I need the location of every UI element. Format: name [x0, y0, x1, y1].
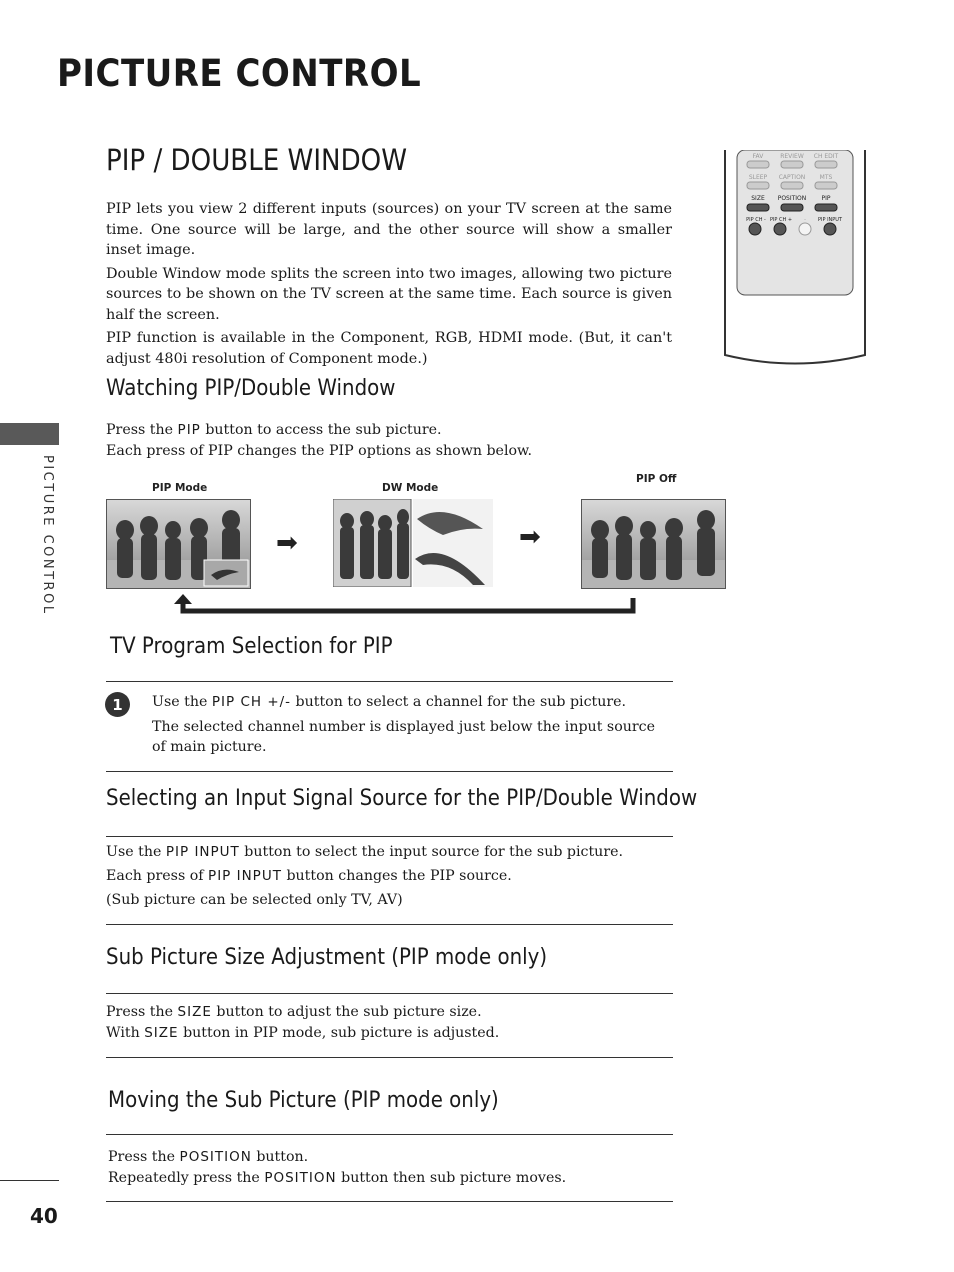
pip-ch-key-name: PIP CH +/-	[211, 694, 292, 710]
intro-paragraph-2: Double Window mode splits the screen into two images, allowing two picture sources to be shown on the TV screen at the same time. Each source is given half the screen.	[106, 265, 672, 323]
return-loop-arrow-icon	[172, 592, 640, 618]
remote-label-sleep: SLEEP	[748, 174, 768, 181]
remote-mts-button[interactable]	[815, 182, 837, 189]
remote-pip-input-button[interactable]	[824, 223, 836, 235]
remote-label-dash: -	[804, 217, 806, 223]
remote-label-ch-edit: CH EDIT	[813, 153, 839, 160]
heading-moving-sub-picture: Moving the Sub Picture (PIP mode only)	[108, 1088, 499, 1113]
intro-paragraph-3: PIP function is available in the Component, RGB, HDMI mode. (But, it can't adjust 480i resolution of Component mode.)	[106, 330, 672, 367]
remote-pip-button[interactable]	[815, 204, 837, 211]
heading-tv-program-selection: TV Program Selection for PIP	[110, 634, 393, 659]
remote-label-size: SIZE	[751, 195, 765, 202]
size-adjust-line-2-text: With	[106, 1024, 145, 1041]
tv-program-line-1-text-end: button to select a channel for the sub picture.	[291, 694, 627, 710]
pip-input-key-name: PIP INPUT	[165, 844, 240, 860]
divider	[106, 1201, 673, 1202]
tv-program-instructions	[152, 692, 667, 758]
pip-key-name: PIP	[177, 422, 201, 438]
section-title: PIP / DOUBLE WINDOW	[106, 143, 408, 177]
divider	[106, 681, 673, 682]
remote-blank-button[interactable]	[799, 223, 811, 235]
remote-label-fav: FAV	[752, 153, 764, 160]
divider	[106, 771, 673, 772]
size-key-name: SIZE	[144, 1024, 179, 1041]
remote-control-illustration	[722, 150, 868, 368]
input-source-line-1	[106, 840, 673, 864]
size-adjust-instructions	[106, 1002, 673, 1043]
divider	[106, 924, 673, 925]
input-source-line-1-text: Use the	[106, 844, 166, 860]
dw-mode-label: DW Mode	[382, 482, 439, 494]
size-adjust-line-1-text: Press the	[106, 1004, 178, 1020]
moving-line-2-text: Repeatedly press the	[108, 1169, 265, 1186]
remote-label-pip-input: PIP INPUT	[817, 217, 843, 223]
step-number-badge: 1	[105, 692, 130, 717]
watching-line-1-text-end: button to access the sub picture.	[200, 422, 442, 438]
moving-line-1-text-end: button.	[251, 1149, 309, 1165]
remote-label-pip-ch-minus: PIP CH -	[746, 217, 766, 223]
input-source-line-3: (Sub picture can be selected only TV, AV)	[106, 892, 403, 908]
moving-line-2-text-end: button then sub picture moves.	[336, 1169, 567, 1186]
remote-caption-button[interactable]	[781, 182, 803, 189]
size-adjust-line-1	[106, 1002, 673, 1023]
divider	[106, 993, 673, 994]
remote-pip-ch-minus-button[interactable]	[749, 223, 761, 235]
tv-program-line-1	[152, 692, 667, 713]
tv-program-line-1-text: Use the	[152, 694, 212, 710]
divider	[106, 1057, 673, 1058]
arrow-right-icon: ➡	[276, 528, 298, 558]
tv-program-line-2: The selected channel number is displayed just below the input source of main picture.	[152, 718, 655, 755]
intro-paragraph-1: PIP lets you view 2 different inputs (sources) on your TV screen at the same time. One source will be large, and the other source will show a smaller inset image.	[106, 201, 672, 258]
remote-label-pip-ch-plus: PIP CH +	[769, 217, 793, 223]
remote-ch-edit-button[interactable]	[815, 161, 837, 168]
pip-mode-screenshot	[106, 499, 251, 589]
remote-review-button[interactable]	[781, 161, 803, 168]
moving-line-1	[108, 1147, 675, 1168]
remote-pip-ch-plus-button[interactable]	[774, 223, 786, 235]
remote-label-position: POSITION	[777, 195, 807, 202]
moving-line-1-text: Press the	[108, 1149, 180, 1165]
divider	[106, 1134, 673, 1135]
position-key-name: POSITION	[264, 1169, 337, 1186]
intro-text	[106, 199, 672, 372]
watching-line-2: Each press of PIP changes the PIP options as shown below.	[106, 442, 533, 459]
remote-label-mts: MTS	[819, 174, 833, 181]
input-source-line-2-text: Each press of	[106, 868, 209, 884]
page-title: PICTURE CONTROL	[57, 52, 422, 95]
divider	[106, 836, 673, 837]
page-number-rule	[0, 1180, 59, 1181]
input-source-line-2	[106, 864, 673, 888]
remote-position-button[interactable]	[781, 204, 803, 211]
input-source-instructions	[106, 840, 673, 912]
pip-mode-label: PIP Mode	[152, 482, 208, 494]
size-adjust-line-2	[106, 1023, 673, 1044]
arrow-right-icon: ➡	[519, 522, 541, 552]
dw-mode-screenshot	[333, 499, 493, 587]
pip-input-key-name: PIP INPUT	[208, 868, 282, 884]
pip-off-screenshot	[581, 499, 726, 589]
remote-label-review: REVIEW	[780, 153, 804, 160]
moving-line-2	[108, 1168, 675, 1189]
remote-sleep-button[interactable]	[747, 182, 769, 189]
remote-fav-button[interactable]	[747, 161, 769, 168]
remote-label-pip: PIP	[821, 195, 831, 202]
size-key-name: SIZE	[177, 1004, 212, 1020]
watching-line-1	[106, 420, 706, 441]
input-source-line-2-text-end: button changes the PIP source.	[281, 868, 512, 884]
position-key-name: POSITION	[179, 1149, 252, 1165]
side-section-label: PICTURE CONTROL	[40, 455, 55, 616]
size-adjust-line-1-text-end: button to adjust the sub picture size.	[211, 1004, 482, 1020]
heading-input-signal-source: Selecting an Input Signal Source for the PIP/Double Window	[106, 786, 698, 811]
page-number: 40	[30, 1204, 58, 1228]
watching-line-1-text: Press the	[106, 422, 178, 438]
watching-instructions	[106, 420, 706, 461]
side-tab-marker	[0, 423, 59, 445]
remote-size-button[interactable]	[747, 204, 769, 211]
heading-watching-pip: Watching PIP/Double Window	[106, 376, 396, 401]
size-adjust-line-2-text-end: button in PIP mode, sub picture is adjusted.	[178, 1024, 500, 1041]
moving-instructions	[108, 1147, 675, 1188]
pip-off-label: PIP Off	[636, 473, 677, 485]
remote-label-caption: CAPTION	[778, 174, 806, 181]
input-source-line-1-text-end: button to select the input source for the sub picture.	[239, 844, 624, 860]
heading-size-adjustment: Sub Picture Size Adjustment (PIP mode only)	[106, 945, 548, 970]
